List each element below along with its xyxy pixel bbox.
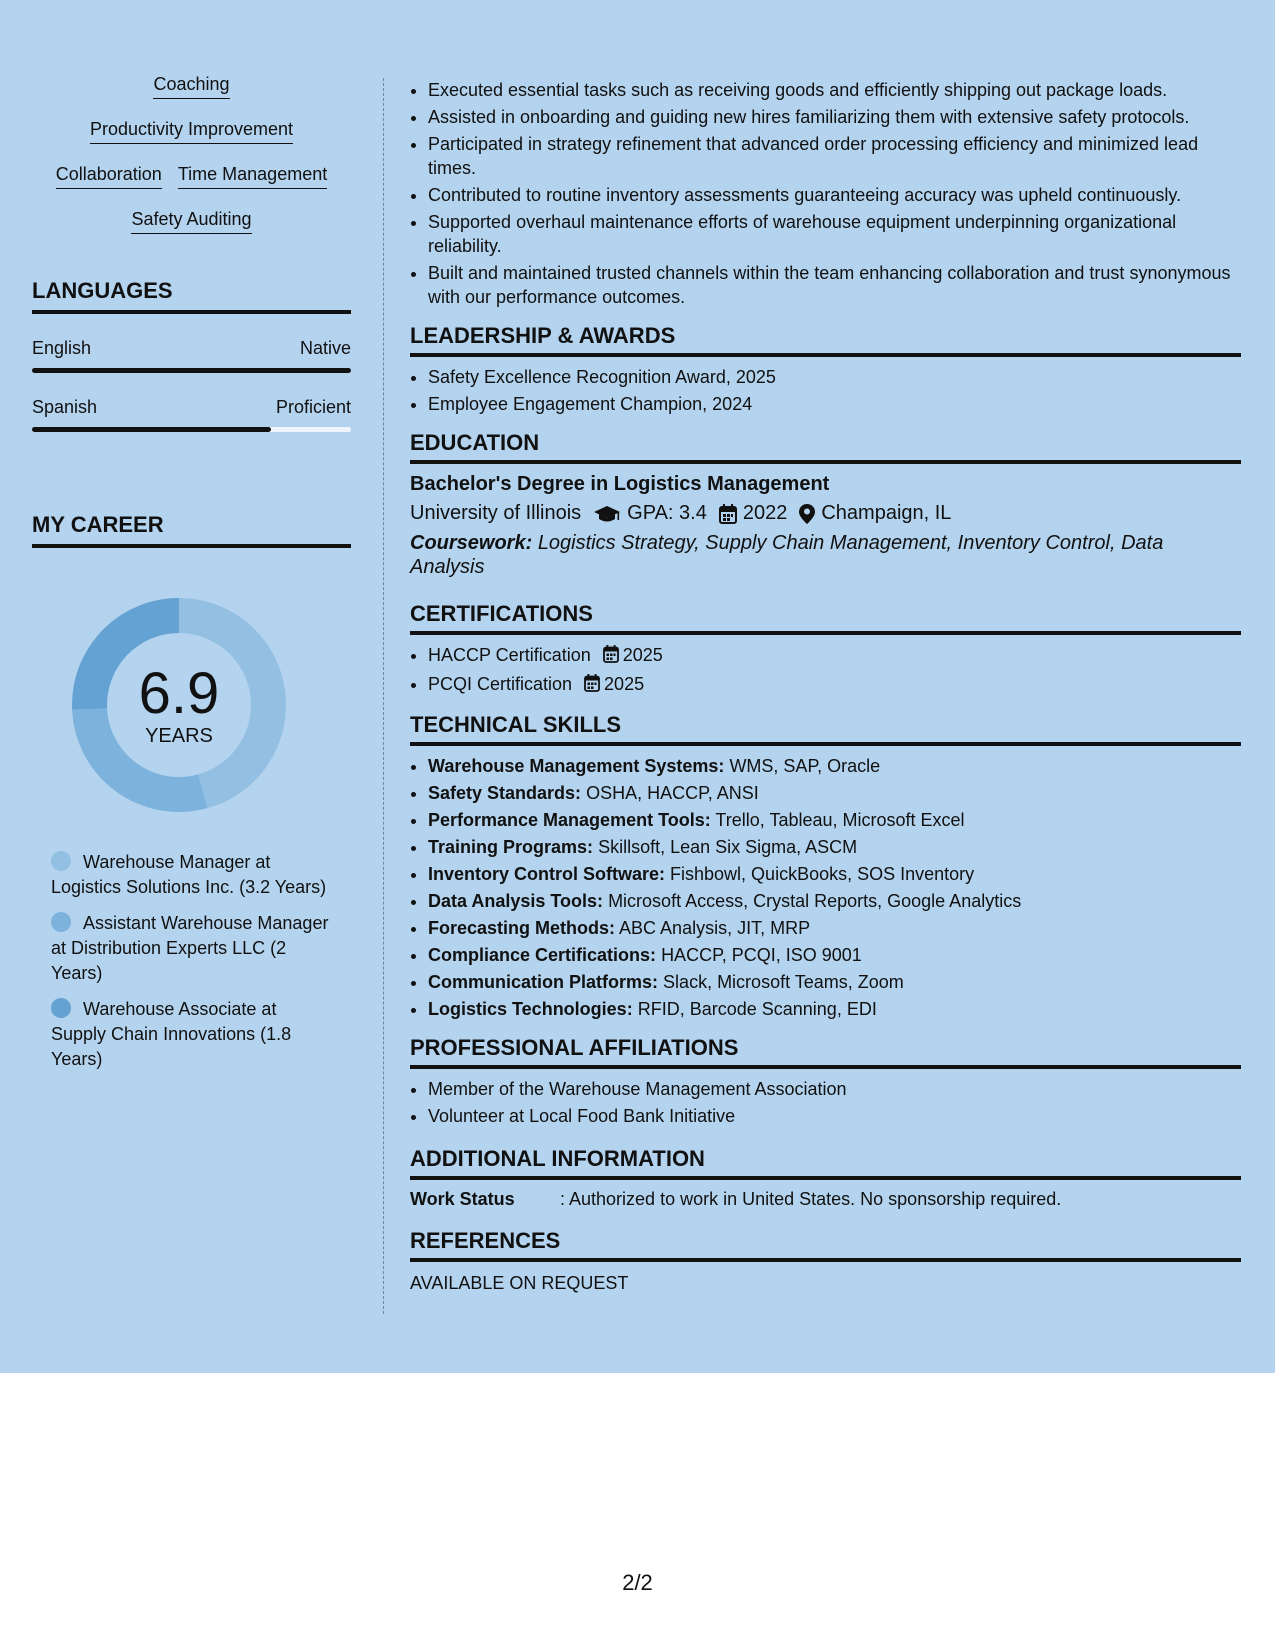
coursework-label: Coursework: [410,532,533,554]
technical-skills-heading: TECHNICAL SKILLS [410,712,1241,746]
list-item: • Built and maintained trusted channels within the team enhancing collaboration and trust synonymous with our performance outcomes. [428,261,1241,309]
list-item: • Executed essential tasks such as receiving goods and efficiently shipping out package loads. [428,78,1241,102]
leadership-list [410,365,1241,416]
skill-tag: Time Management [178,162,327,189]
technical-skill-label: Warehouse Management Systems: [428,756,725,776]
column-divider [383,78,384,1314]
technical-skill-value: Skillsoft, Lean Six Sigma, ASCM [598,837,858,857]
language-bar [32,368,351,373]
skill-tag: Productivity Improvement [90,117,293,144]
graduation-cap-icon [593,504,621,524]
leadership-section [410,323,1241,416]
career-legend-label: Warehouse Manager at Logistics Solutions Inc. (3.2 Years) [51,852,327,897]
career-years-unit: YEARS [145,724,213,747]
gpa: GPA: 3.4 [627,502,707,524]
technical-skill-value: WMS, SAP, Oracle [729,756,881,776]
languages-section [32,278,351,432]
language-name: Spanish [32,397,98,417]
affiliations-section [410,1035,1241,1128]
technical-skills-section [410,712,1241,1021]
affiliations-heading: PROFESSIONAL AFFILIATIONS [410,1035,1241,1069]
skill-tag: Safety Auditing [131,207,251,234]
career-legend-item [51,850,331,900]
career-total-years: 6.9 [138,660,220,726]
technical-skill-item [428,889,1241,913]
technical-skill-label: Data Analysis Tools: [428,891,604,911]
work-status-value: : Authorized to work in United States. No sponsorship required. [560,1189,1062,1209]
location-pin-icon [799,504,815,524]
languages-heading: LANGUAGES [32,278,351,314]
technical-skill-value: Trello, Tableau, Microsoft Excel [715,810,965,830]
affiliations-list [410,1077,1241,1128]
language-level: Native [299,338,351,358]
technical-skill-label: Logistics Technologies: [428,999,633,1019]
right-column [410,78,1241,1294]
certification-name: PCQI Certification [428,674,573,694]
technical-skill-item [428,916,1241,940]
technical-skill-label: Communication Platforms: [428,972,659,992]
school-name: University of Illinois [410,502,582,524]
list-item: • Assisted in onboarding and guiding new hires familiarizing them with extensive safety protocols. [428,105,1241,129]
education-heading: EDUCATION [410,430,1241,464]
technical-skill-item [428,943,1241,967]
graduation-year: 2022 [742,502,788,524]
legend-dot [51,851,71,871]
list-item: • Contributed to routine inventory assessments guaranteeing accuracy was upheld continuously. [428,183,1241,207]
degree-title: Bachelor's Degree in Logistics Management [410,473,830,495]
legend-dot [51,912,71,932]
work-status-row [410,1189,1241,1210]
technical-skill-item [428,997,1241,1021]
certification-year: 2025 [622,645,663,665]
technical-skill-value: HACCP, PCQI, ISO 9001 [661,945,862,965]
technical-skill-value: RFID, Barcode Scanning, EDI [637,999,877,1019]
references-text: AVAILABLE ON REQUEST [410,1273,629,1293]
skill-tag: Collaboration [56,162,162,189]
technical-skill-label: Compliance Certifications: [428,945,657,965]
list-item: • Member of the Warehouse Management Association [428,1077,1241,1101]
calendar-icon [584,674,600,698]
coursework-text: Logistics Strategy, Supply Chain Management, Inventory Control, Data Analysis [410,532,1164,578]
experience-bullets [410,78,1241,309]
list-item: • Employee Engagement Champion, 2024 [428,392,1241,416]
legend-dot [51,998,71,1018]
career-section [32,512,351,1072]
technical-skill-item [428,781,1241,805]
certification-name: HACCP Certification [428,645,591,665]
technical-skill-item [428,970,1241,994]
technical-skill-label: Forecasting Methods: [428,918,616,938]
page-number: 2/2 [622,1570,653,1595]
technical-skill-item [428,862,1241,886]
technical-skill-value: Microsoft Access, Crystal Reports, Google Analytics [608,891,1022,911]
education-section [410,430,1241,579]
leadership-heading: LEADERSHIP & AWARDS [410,323,1241,357]
skill-row [32,162,351,189]
technical-skill-item [428,835,1241,859]
technical-skill-label: Inventory Control Software: [428,864,666,884]
career-legend-label: Assistant Warehouse Manager at Distribution Experts LLC (2 Years) [51,913,329,983]
technical-skill-label: Safety Standards: [428,783,582,803]
language-item [32,397,351,432]
language-bar [32,427,351,432]
technical-skill-label: Training Programs: [428,837,594,857]
certifications-list [410,643,1241,698]
references-section [410,1228,1241,1294]
additional-section [410,1146,1241,1210]
left-column [32,72,351,1083]
language-name: English [32,338,92,358]
career-legend-label: Warehouse Associate at Supply Chain Innovations (1.8 Years) [51,999,292,1069]
career-legend-item [51,911,331,986]
calendar-icon [719,504,737,524]
career-donut [66,592,292,818]
technical-skill-label: Performance Management Tools: [428,810,711,830]
languages-list [32,338,351,432]
skill-tag: Coaching [153,72,229,99]
technical-skills-list [410,754,1241,1021]
skill-row [32,207,351,234]
certification-year: 2025 [604,674,645,694]
language-bar-fill [32,368,351,373]
additional-heading: ADDITIONAL INFORMATION [410,1146,1241,1180]
language-bar-fill [32,427,271,432]
certifications-section [410,601,1241,698]
technical-skill-item [428,754,1241,778]
language-item [32,338,351,373]
technical-skill-item [428,808,1241,832]
technical-skill-value: ABC Analysis, JIT, MRP [619,918,811,938]
language-level: Proficient [275,397,351,417]
technical-skill-value: Slack, Microsoft Teams, Zoom [663,972,904,992]
coursework [410,531,1241,579]
certification-item [428,672,1241,698]
list-item: • Participated in strategy refinement that advanced order processing efficiency and minimized lead times. [428,132,1241,180]
list-item: • Safety Excellence Recognition Award, 2025 [428,365,1241,389]
skills-list [32,72,351,234]
education-meta [410,502,1241,525]
references-heading: REFERENCES [410,1228,1241,1262]
career-heading: MY CAREER [32,512,351,548]
skill-row [32,72,351,99]
technical-skill-value: OSHA, HACCP, ANSI [586,783,759,803]
list-item: • Supported overhaul maintenance efforts of warehouse equipment underpinning organizational reliability. [428,210,1241,258]
technical-skill-value: Fishbowl, QuickBooks, SOS Inventory [670,864,975,884]
calendar-icon [603,645,619,669]
work-status-label: Work Status [410,1189,515,1209]
list-item: • Volunteer at Local Food Bank Initiative [428,1104,1241,1128]
certifications-heading: CERTIFICATIONS [410,601,1241,635]
career-legend-item [51,997,331,1072]
education-location: Champaign, IL [821,502,952,524]
certification-item [428,643,1241,669]
career-legend [51,850,331,1072]
skill-row [32,117,351,144]
